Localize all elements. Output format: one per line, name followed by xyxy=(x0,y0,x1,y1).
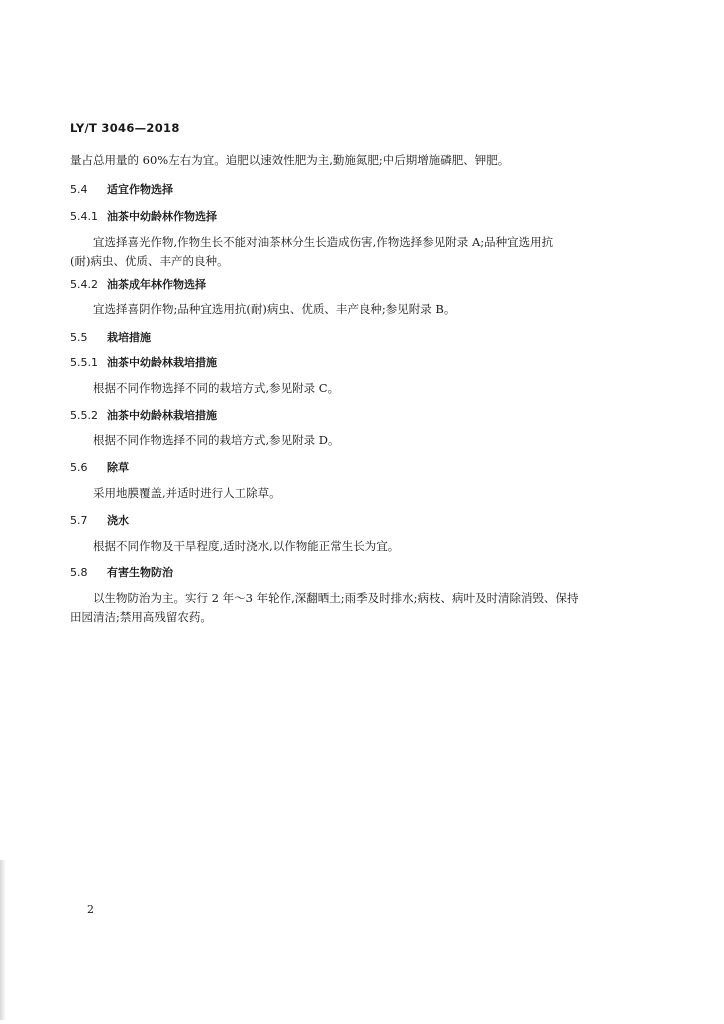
section-number: 5.8 xyxy=(70,566,88,579)
continuation-paragraph: 量占总用量的 60%左右为宜。追肥以速效性肥为主,勤施氮肥;中后期增施磷肥、钾肥。 xyxy=(70,153,510,167)
scan-edge-shadow xyxy=(0,860,6,1020)
section-number: 5.5 xyxy=(70,331,88,344)
paragraph-5-8-line-1: 以生物防治为主。实行 2 年～3 年轮作,深翻晒土;雨季及时排水;病枝、病叶及时清除消毁、保持 xyxy=(93,591,579,605)
document-id: LY/T 3046—2018 xyxy=(70,121,180,135)
paragraph-5-8-line-2: 田园清洁;禁用高残留农药。 xyxy=(70,610,212,624)
section-number: 5.5.2 xyxy=(70,409,98,422)
section-heading-5-7 xyxy=(70,512,129,528)
section-heading-5-5-1 xyxy=(70,354,217,370)
section-heading-5-5 xyxy=(70,329,151,345)
section-heading-5-4 xyxy=(70,181,173,197)
section-heading-5-8 xyxy=(70,564,173,580)
section-title: 除草 xyxy=(107,461,129,474)
paragraph-5-5-1: 根据不同作物选择不同的栽培方式,参见附录 C。 xyxy=(93,381,340,395)
section-title: 油茶成年林作物选择 xyxy=(107,278,206,291)
section-number: 5.5.1 xyxy=(70,356,98,369)
paragraph-5-4-1-line-2: (耐)病虫、优质、丰产的良种。 xyxy=(70,254,229,268)
section-title: 浇水 xyxy=(107,514,129,527)
section-title: 有害生物防治 xyxy=(107,566,173,579)
paragraph-5-7: 根据不同作物及干旱程度,适时浇水,以作物能正常生长为宜。 xyxy=(93,539,400,553)
section-number: 5.6 xyxy=(70,461,88,474)
section-number: 5.4.2 xyxy=(70,278,98,291)
section-number: 5.4.1 xyxy=(70,210,98,223)
section-title: 油茶中幼龄林栽培措施 xyxy=(107,409,217,422)
section-title: 油茶中幼龄林作物选择 xyxy=(107,210,217,223)
paragraph-5-4-1-line-1: 宜选择喜光作物,作物生长不能对油茶林分生长造成伤害,作物选择参见附录 A;品种宜选用抗 xyxy=(93,235,554,249)
section-heading-5-4-1 xyxy=(70,208,217,224)
section-title: 适宜作物选择 xyxy=(107,183,173,196)
section-heading-5-4-2 xyxy=(70,276,206,292)
section-number: 5.4 xyxy=(70,183,88,196)
section-title: 栽培措施 xyxy=(107,331,151,344)
section-number: 5.7 xyxy=(70,514,88,527)
paragraph-5-5-2: 根据不同作物选择不同的栽培方式,参见附录 D。 xyxy=(93,433,340,447)
paragraph-5-4-2: 宜选择喜阴作物;品种宜选用抗(耐)病虫、优质、丰产良种;参见附录 B。 xyxy=(93,302,456,316)
paragraph-5-6: 采用地膜覆盖,并适时进行人工除草。 xyxy=(93,486,281,500)
section-title: 油茶中幼龄林栽培措施 xyxy=(107,356,217,369)
page-number: 2 xyxy=(87,903,94,916)
section-heading-5-5-2 xyxy=(70,407,217,423)
section-heading-5-6 xyxy=(70,459,129,475)
